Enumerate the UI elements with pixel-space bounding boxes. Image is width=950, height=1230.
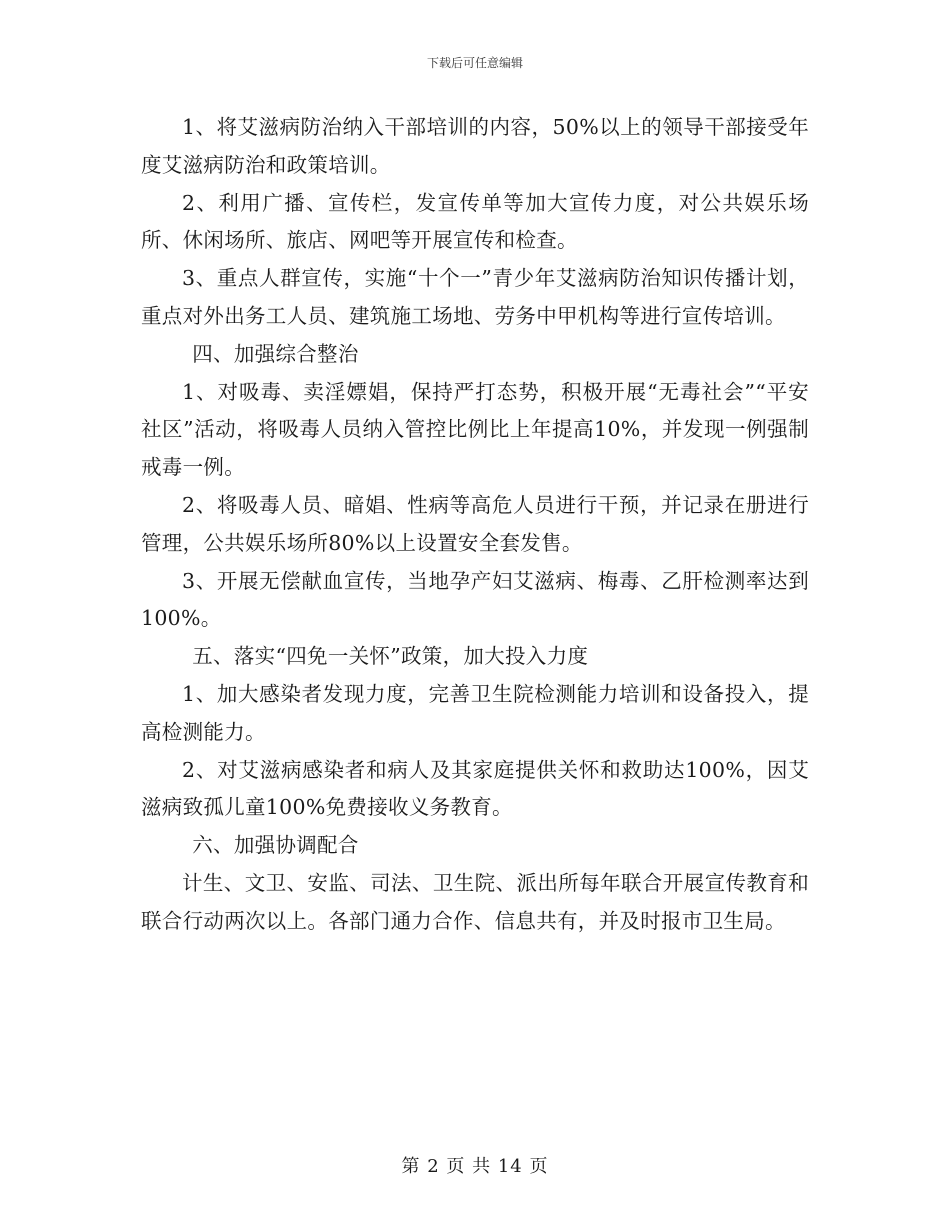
paragraph-item: 2、对艾滋病感染者和病人及其家庭提供关怀和救助达100%，因艾滋病致孤儿童100%免费接收义务教育。 bbox=[141, 757, 809, 820]
paragraph-item: 1、将艾滋病防治纳入干部培训的内容，50%以上的领导干部接受年度艾滋病防治和政策培训。 bbox=[141, 115, 809, 177]
document-body bbox=[141, 109, 809, 941]
section-heading: 四、加强综合整治 bbox=[192, 341, 359, 366]
page-header: 下载后可任意编辑 bbox=[426, 56, 523, 70]
paragraph-item: 2、利用广播、宣传栏，发宣传单等加大宣传力度，对公共娱乐场所、休闲场所、旅店、网吧等开展宣传和检查。 bbox=[141, 190, 809, 253]
paragraph-item: 3、重点人群宣传，实施“十个一”青少年艾滋病防治知识传播计划，重点对外出务工人员、建筑施工场地、劳务中甲机构等进行宣传培训。 bbox=[141, 266, 809, 328]
paragraph-item: 1、对吸毒、卖淫嫖娼，保持严打态势，积极开展“无毒社会”“平安社区”活动，将吸毒人员纳入管控比例比上年提高10%，并发现一例强制戒毒一例。 bbox=[141, 379, 809, 480]
section-heading: 五、落实“四免一关怀”政策，加大投入力度 bbox=[192, 644, 589, 669]
section-heading: 六、加强协调配合 bbox=[192, 833, 359, 858]
page-footer: 第 2 页 共 14 页 bbox=[401, 1156, 549, 1177]
paragraph-item: 3、开展无偿献血宣传，当地孕产妇艾滋病、梅毒、乙肝检测率达到100%。 bbox=[141, 568, 809, 631]
paragraph-item: 1、加大感染者发现力度，完善卫生院检测能力培训和设备投入，提高检测能力。 bbox=[141, 681, 809, 744]
paragraph-item: 计生、文卫、安监、司法、卫生院、派出所每年联合开展宣传教育和联合行动两次以上。各部门通力合作、信息共有，并及时报市卫生局。 bbox=[141, 870, 809, 933]
paragraph-item: 2、将吸毒人员、暗娼、性病等高危人员进行干预，并记录在册进行管理，公共娱乐场所80%以上设置安全套发售。 bbox=[141, 492, 809, 555]
